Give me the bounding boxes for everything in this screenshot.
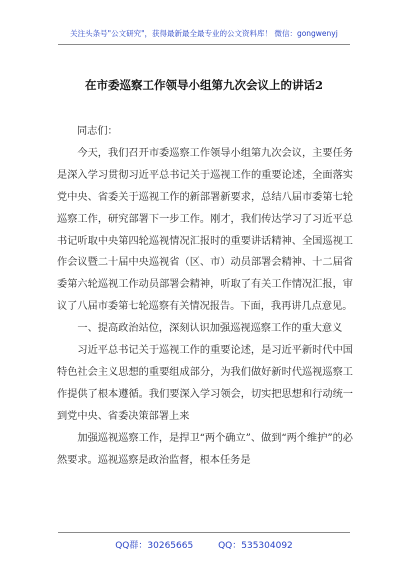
section-heading: 一、提高政治站位，深刻认识加强巡视巡察工作的重大意义 bbox=[77, 323, 343, 335]
header-divider bbox=[58, 44, 350, 45]
footer-qq: QQ：535304092 bbox=[218, 541, 293, 551]
paragraph: 今天，我们召开市委巡察工作领导小组第九次会议，主要任务是深入学习贯彻习近平总书记关于巡视工作的重要论述，全面落实党中央、省委关于巡视工作的新部署新要求，总结八届市委第七轮巡察工作，研究部署下一步工作。刚才，我们传达学习了习近平总书记听取中央第四轮巡视情况汇报时的重要讲话精神、全国巡视工作会议暨二十届中央巡视省（区、市）动员部署会精神、十二届省委第六轮巡视工作动员部署会精神，听取了有关工作情况汇报，审议了八届市委第七轮巡察有关情况报告。下面，我再讲几点意见。 bbox=[57, 147, 353, 313]
paragraph: 习近平总书记关于巡视工作的重要论述，是习近平新时代中国特色社会主义思想的重要组成部分，为我们做好新时代巡视巡察工作提供了根本遵循。我们要深入学习领会，切实把思想和行动统一到党中央、省委决策部署上来 bbox=[57, 345, 353, 422]
footer-qq-group: QQ群：30265665 bbox=[115, 541, 194, 551]
footer-divider bbox=[58, 532, 350, 533]
greeting: 同志们： bbox=[77, 126, 118, 137]
paragraph: 加强巡视巡察工作，是捍卫“两个确立”、做到“两个维护”的必然要求。巡视巡察是政治监督，根本任务是 bbox=[57, 432, 353, 466]
header-banner: 关注头条号"公文研究"，获得最新最全最专业的公文资料库！ 微信：gongwenyj bbox=[70, 29, 338, 38]
document-body bbox=[57, 121, 353, 472]
document-title: 在市委巡察工作领导小组第九次会议上的讲话2 bbox=[85, 78, 323, 92]
footer bbox=[0, 538, 408, 551]
